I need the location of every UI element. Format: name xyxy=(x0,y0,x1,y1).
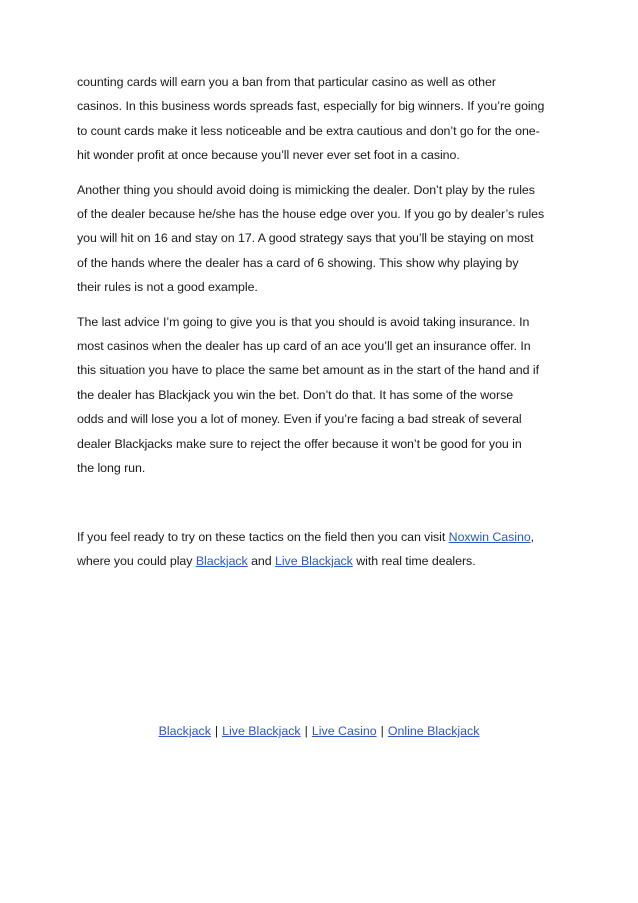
text-line: most casinos when the dealer has up card of an ace you’ll get an insurance offer. In xyxy=(77,339,531,354)
noxwin-casino-link[interactable]: Noxwin Casino xyxy=(448,529,531,544)
cta-text: with real time dealers. xyxy=(352,553,476,568)
text-line: counting cards will earn you a ban from that particular casino as well as other xyxy=(77,75,496,89)
footer-link-live-casino[interactable]: Live Casino xyxy=(311,724,377,738)
cta-text: where you could play xyxy=(77,553,196,568)
document-body xyxy=(77,70,567,583)
text-line: you will hit on 16 and stay on 17. A good strategy says that you’ll be staying on most xyxy=(77,231,534,246)
text-line xyxy=(77,525,567,549)
footer-link-online-blackjack[interactable]: Online Blackjack xyxy=(387,724,480,738)
text-line: to count cards make it less noticeable and be extra cautious and don’t go for the one- xyxy=(77,123,540,138)
text-line: Another thing you should avoid doing is mimicking the dealer. Don’t play by the rules xyxy=(77,182,535,197)
text-line: casinos. In this business words spreads fast, especially for big winners. If you’re going xyxy=(77,99,545,114)
footer-separator: | xyxy=(304,724,308,738)
paragraph-call-to-action xyxy=(77,525,567,574)
text-line: the long run. xyxy=(77,461,146,476)
text-line: this situation you have to place the same bet amount as in the start of the hand and if xyxy=(77,363,539,378)
footer-separator: | xyxy=(214,724,219,738)
cta-text: and xyxy=(247,553,276,568)
cta-text: If you feel ready to try on these tactics on the field then you can visit xyxy=(77,529,449,544)
live-blackjack-link[interactable]: Live Blackjack xyxy=(275,553,353,568)
paragraph-card-counting xyxy=(77,70,567,168)
text-line: the dealer has Blackjack you win the bet. Don’t do that. It has some of the worse xyxy=(77,387,514,402)
paragraph-spacer xyxy=(77,491,567,525)
footer-link-blackjack[interactable]: Blackjack xyxy=(158,724,211,738)
footer-link-bar xyxy=(0,721,638,741)
paragraph-insurance xyxy=(77,310,567,481)
text-line: of the hands where the dealer has a card of 6 showing. This show why playing by xyxy=(77,255,519,270)
text-line xyxy=(77,549,567,573)
cta-text: , xyxy=(530,529,535,544)
paragraph-mimicking-dealer xyxy=(77,178,567,300)
footer-link-live-blackjack[interactable]: Live Blackjack xyxy=(222,724,301,738)
footer-separator: | xyxy=(380,724,384,738)
text-line: dealer Blackjacks make sure to reject the offer because it won’t be good for you in xyxy=(77,436,522,451)
text-line: The last advice I’m going to give you is that you should is avoid taking insurance. In xyxy=(77,314,530,329)
blackjack-link[interactable]: Blackjack xyxy=(195,553,248,568)
text-line: their rules is not a good example. xyxy=(77,280,258,295)
text-line: odds and will lose you a lot of money. Even if you’re facing a bad streak of several xyxy=(77,412,522,427)
text-line: of the dealer because he/she has the house edge over you. If you go by dealer’s rules xyxy=(77,207,545,222)
text-line: hit wonder profit at once because you’ll never ever set foot in a casino. xyxy=(77,148,460,163)
